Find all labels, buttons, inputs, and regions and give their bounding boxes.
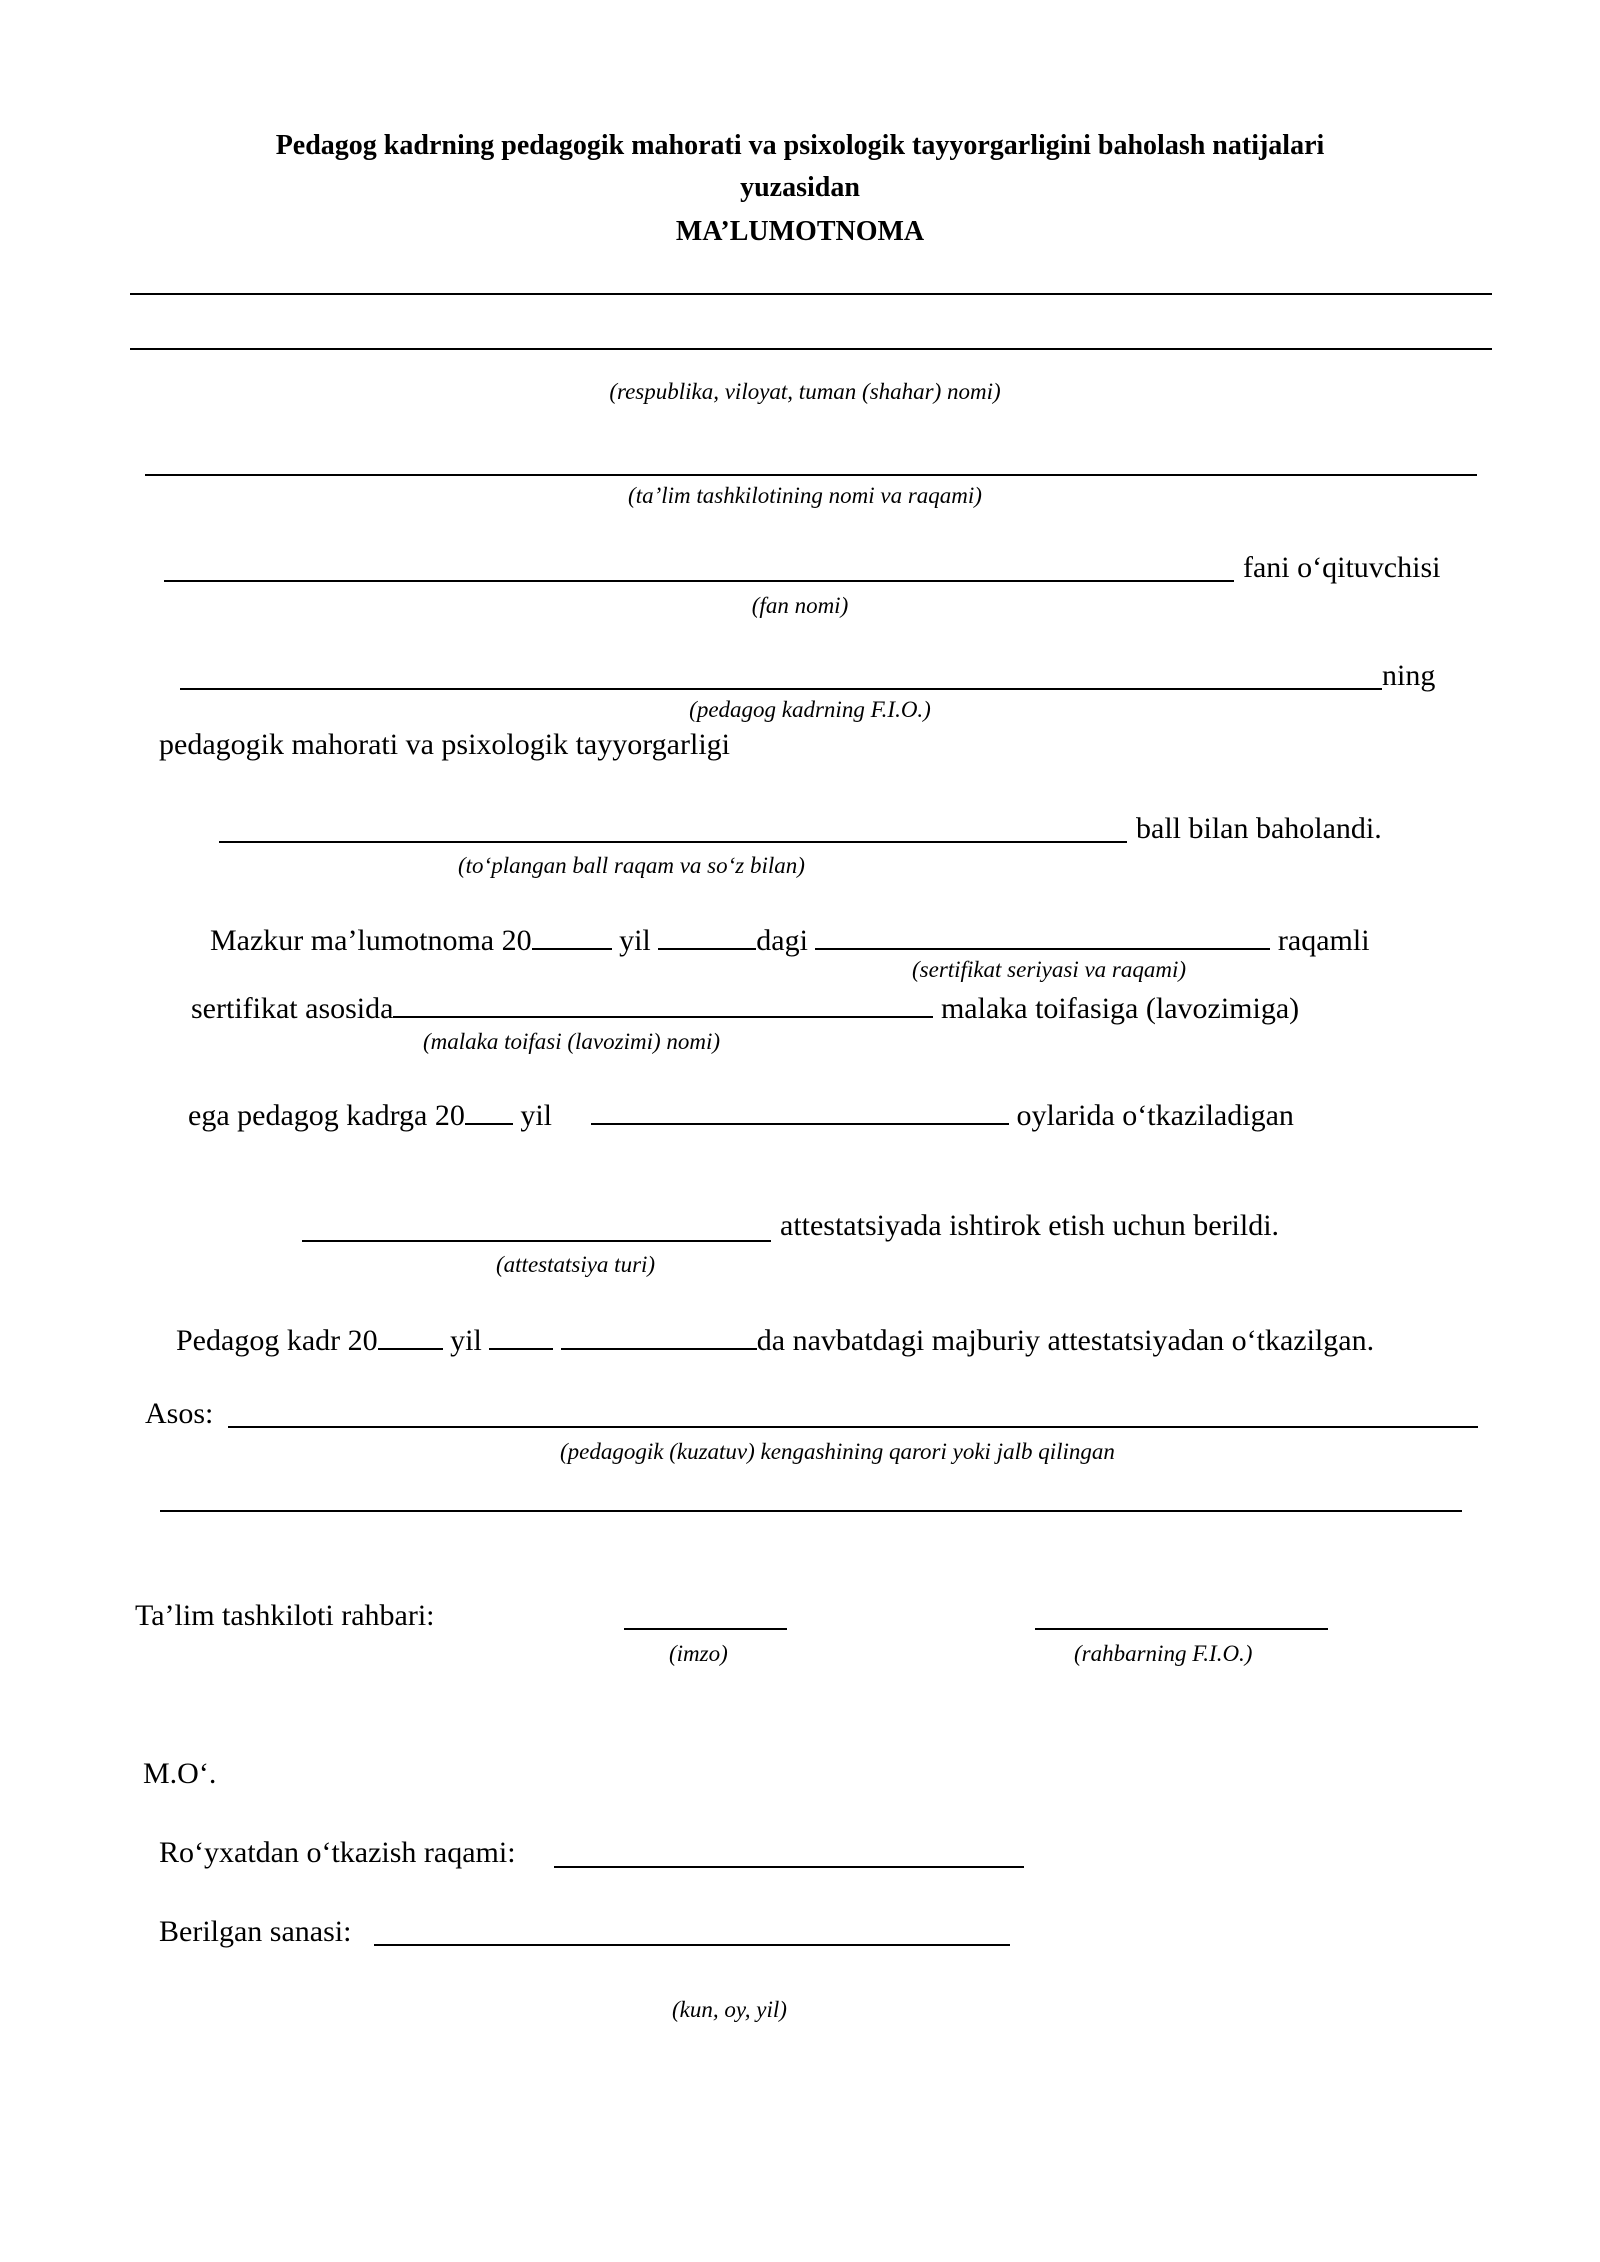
attestation-period-sentence [188, 1093, 1294, 1134]
teacher-name-line[interactable] [180, 688, 1382, 690]
prev-suffix: da navbatdagi majburiy attestatsiyadan o‘tkazilgan. [756, 1324, 1375, 1357]
region-line-1[interactable] [130, 293, 1492, 295]
score-suffix: ball bilan baholandi. [1136, 812, 1382, 845]
prev-year-field[interactable] [378, 1318, 443, 1350]
document-title: MA’LUMOTNOMA [675, 216, 925, 247]
subject-suffix: fani o‘qituvchisi [1243, 551, 1441, 584]
attestation-year-field[interactable] [465, 1093, 513, 1125]
ega-prefix: ega pedagog kadrga 20 [188, 1099, 465, 1132]
cert-number-field[interactable] [815, 918, 1270, 950]
attestation-type-caption: (attestatsiya turi) [496, 1252, 656, 1277]
prev-date-field[interactable] [561, 1318, 757, 1350]
category-sentence [191, 986, 1299, 1027]
prev-prefix: Pedagog kadr 20 [176, 1324, 378, 1357]
title-line-2: yuzasidan [740, 172, 860, 203]
cert-year-field[interactable] [532, 918, 612, 950]
basis-label: Asos: [145, 1397, 214, 1430]
skills-line: pedagogik mahorati va psixologik tayyorgarligi [159, 728, 730, 761]
cert-dagi: dagi [756, 924, 808, 957]
head-label: Ta’lim tashkiloti rahbari: [135, 1599, 435, 1632]
score-line[interactable] [219, 841, 1127, 843]
signature-line[interactable] [624, 1628, 787, 1630]
prev-month-field[interactable] [489, 1318, 553, 1350]
attestation-type-line[interactable] [302, 1240, 771, 1242]
teacher-name-suffix: ning [1382, 659, 1436, 692]
prev-yil: yil [450, 1324, 482, 1357]
signature-caption: (imzo) [669, 1641, 728, 1666]
score-caption: (to‘plangan ball raqam va so‘z bilan) [458, 853, 805, 878]
basis-prefix: sertifikat asosida [191, 992, 394, 1025]
registration-number-line[interactable] [554, 1866, 1024, 1868]
region-caption: (respublika, viloyat, tuman (shahar) nomi) [609, 379, 1001, 404]
attestation-suffix: attestatsiyada ishtirok etish uchun berildi. [780, 1209, 1280, 1242]
category-caption: (malaka toifasi (lavozimi) nomi) [423, 1029, 721, 1054]
teacher-name-caption: (pedagog kadrning F.I.O.) [689, 697, 931, 722]
stamp-label: M.O‘. [143, 1757, 217, 1790]
basis-caption: (pedagogik (kuzatuv) kengashining qarori yoki jalb qilingan [560, 1439, 1115, 1464]
basis-line-2[interactable] [160, 1510, 1462, 1512]
ega-yil: yil [520, 1099, 553, 1132]
previous-attestation-sentence [176, 1318, 1374, 1359]
date-caption: (kun, oy, yil) [672, 1997, 787, 2022]
certificate-caption: (sertifikat seriyasi va raqami) [912, 957, 1187, 982]
organization-line[interactable] [145, 474, 1477, 476]
cert-yil: yil [619, 924, 651, 957]
cert-prefix: Mazkur ma’lumotnoma 20 [210, 924, 532, 957]
date-label: Berilgan sanasi: [159, 1915, 352, 1948]
subject-caption: (fan nomi) [751, 593, 849, 618]
organization-caption: (ta’lim tashkilotining nomi va raqami) [628, 483, 982, 508]
cert-suffix: raqamli [1277, 924, 1370, 957]
attestation-months-field[interactable] [591, 1093, 1009, 1125]
title-line-1: Pedagog kadrning pedagogik mahorati va psixologik tayyorgarligini baholash natijalari [275, 130, 1325, 161]
subject-line[interactable] [164, 580, 1234, 582]
basis-suffix: malaka toifasiga (lavozimiga) [940, 992, 1300, 1025]
category-field[interactable] [393, 986, 933, 1018]
region-line-2[interactable] [130, 348, 1492, 350]
registration-label: Ro‘yxatdan o‘tkazish raqami: [159, 1836, 516, 1869]
head-name-caption: (rahbarning F.I.O.) [1074, 1641, 1253, 1666]
ega-suffix: oylarida o‘tkaziladigan [1016, 1099, 1294, 1132]
cert-date-field[interactable] [658, 918, 756, 950]
certificate-sentence [210, 918, 1370, 959]
date-line[interactable] [374, 1944, 1010, 1946]
head-name-line[interactable] [1035, 1628, 1328, 1630]
basis-line-1[interactable] [228, 1426, 1478, 1428]
